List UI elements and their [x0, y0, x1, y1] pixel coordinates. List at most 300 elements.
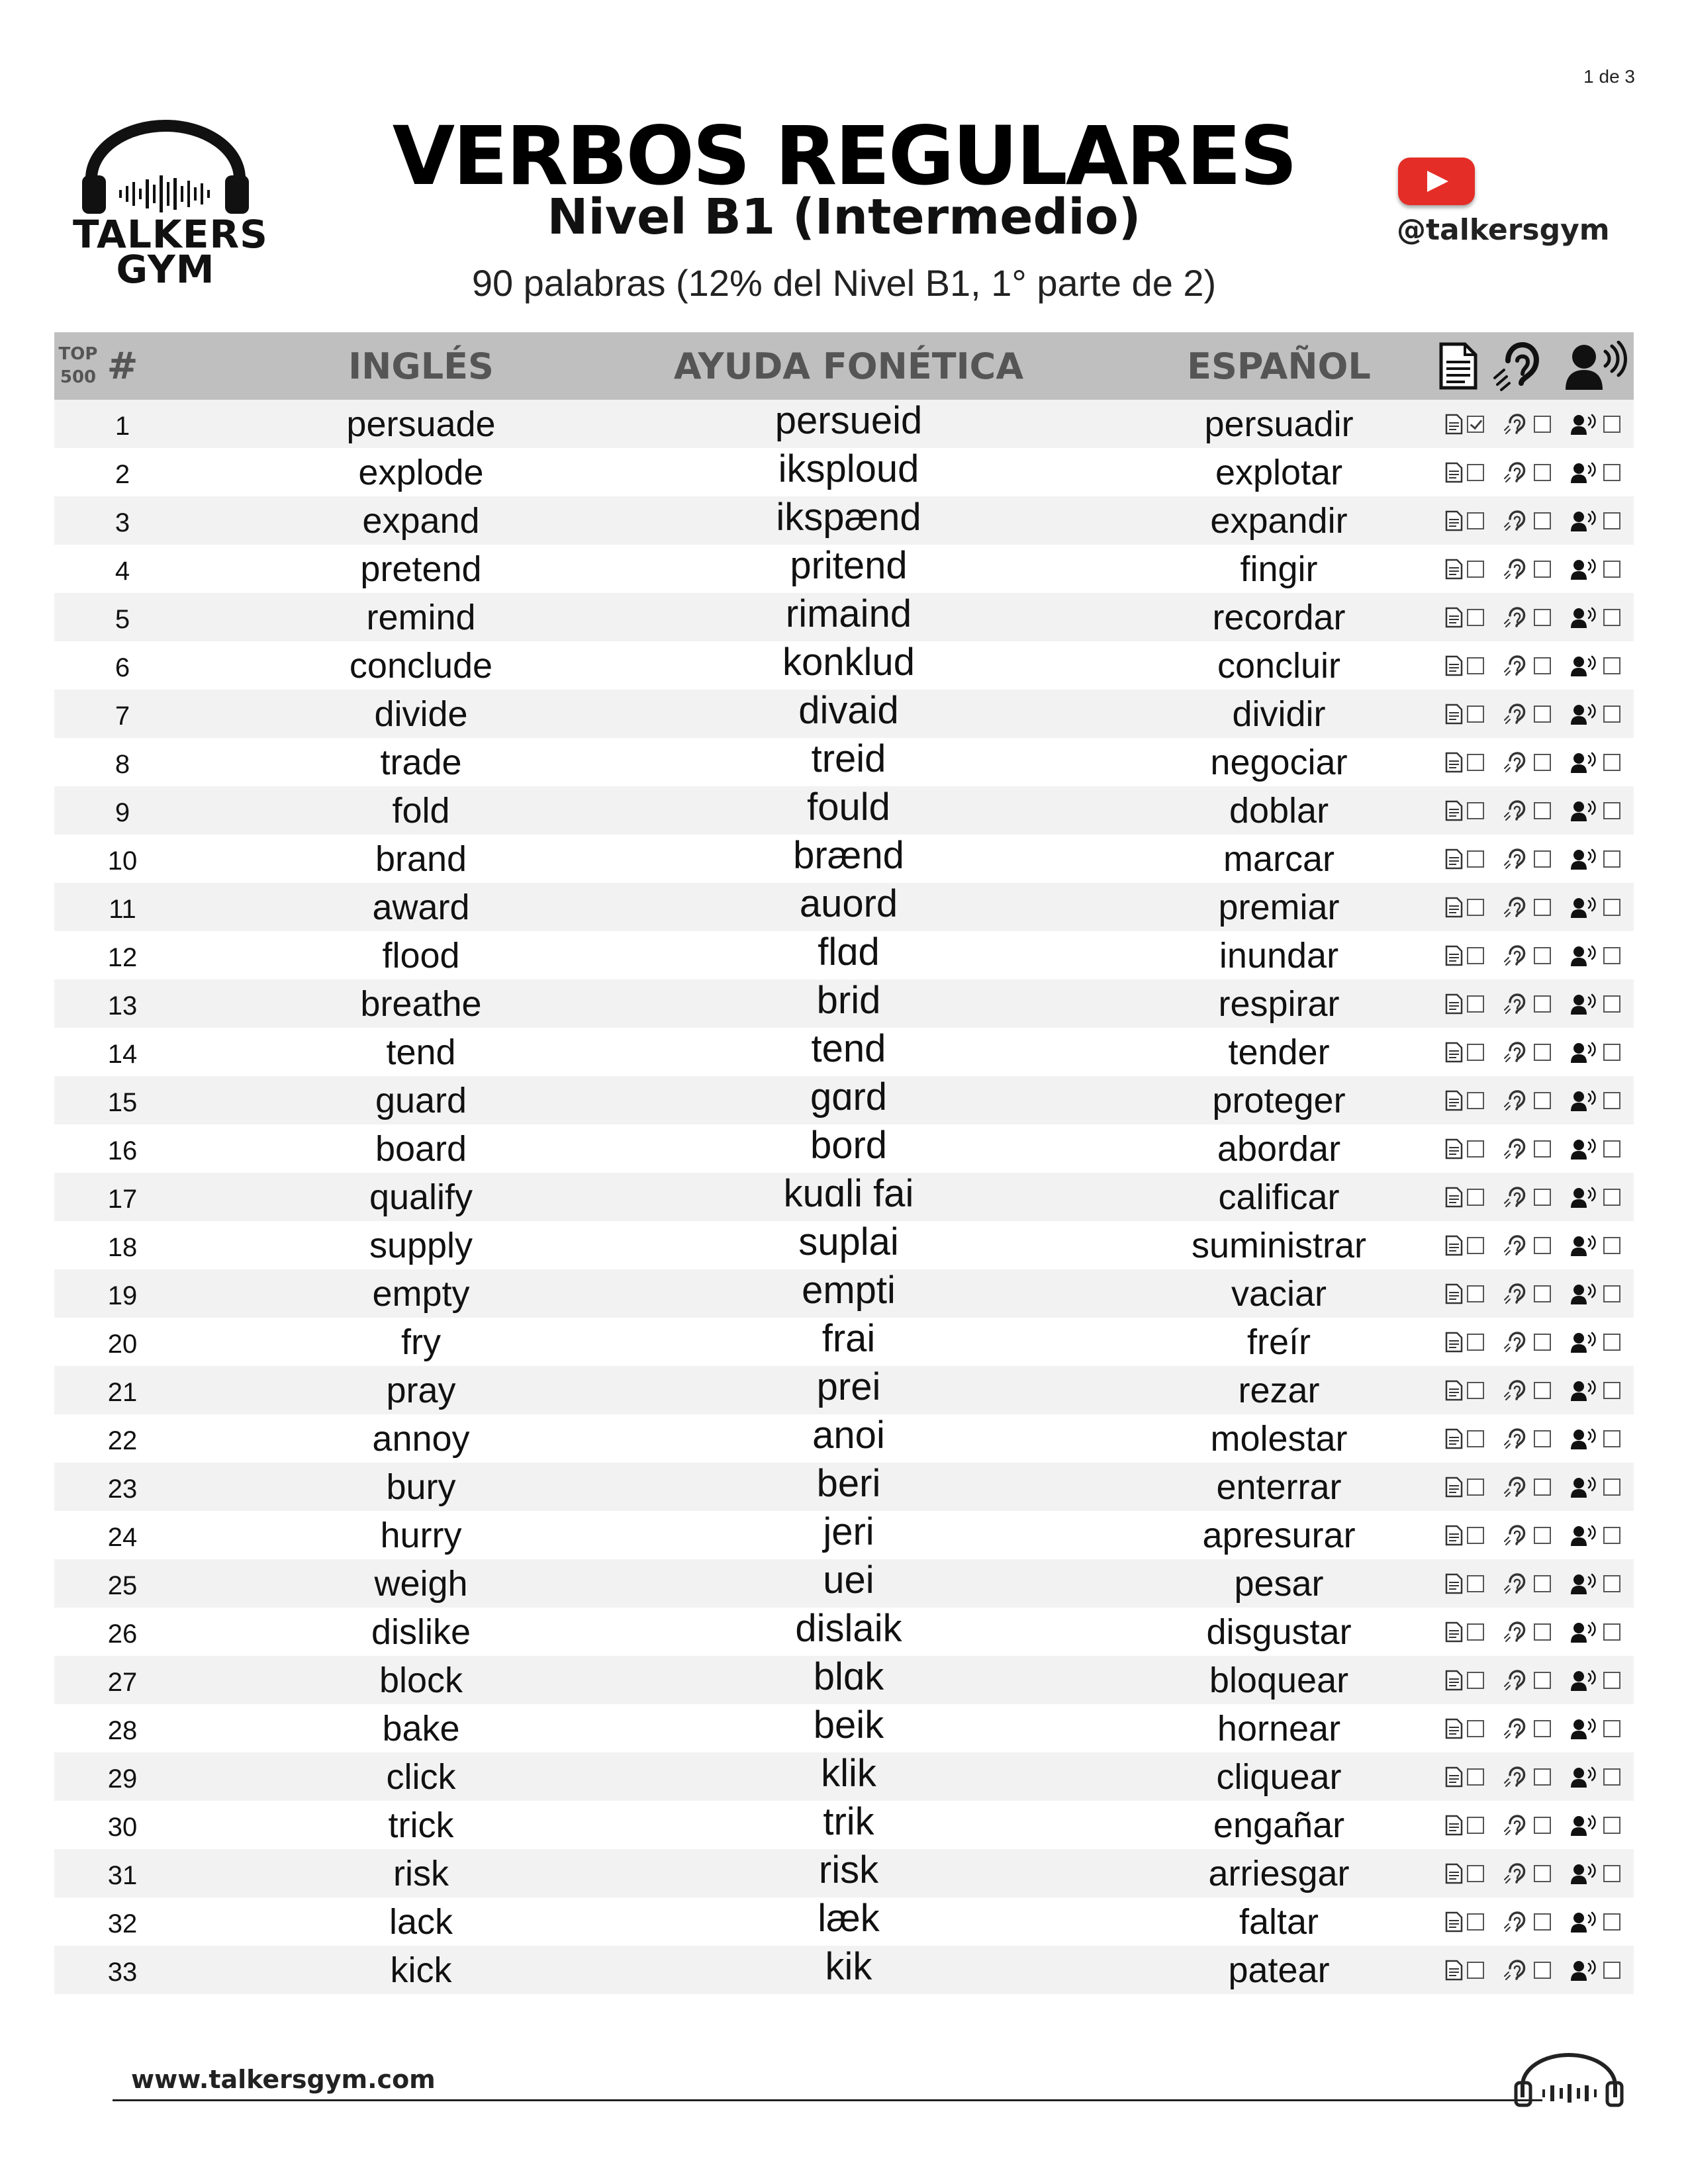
- read-checkbox[interactable]: [1467, 1672, 1484, 1689]
- document-icon: [1444, 1042, 1463, 1063]
- phonetic-help: anoi: [812, 1414, 885, 1457]
- row-number: 15: [107, 1088, 138, 1117]
- speak-checkbox[interactable]: [1603, 1430, 1620, 1447]
- read-checkbox[interactable]: [1467, 561, 1484, 578]
- speak-checkbox[interactable]: [1603, 1285, 1620, 1302]
- phonetic-help: klik: [821, 1752, 876, 1795]
- speak-checkbox[interactable]: [1603, 1382, 1620, 1399]
- practice-checkboxes: [1431, 1511, 1634, 1559]
- speaking-person-icon: [1570, 896, 1599, 919]
- speak-checkbox[interactable]: [1603, 802, 1620, 819]
- speak-checkbox[interactable]: [1603, 947, 1620, 964]
- ear-icon: [1503, 413, 1530, 435]
- read-check: [1444, 1670, 1484, 1691]
- table-row: [54, 835, 1634, 883]
- listen-check: [1503, 1234, 1551, 1257]
- speak-checkbox[interactable]: [1603, 1672, 1620, 1689]
- footer-logo: [1509, 2048, 1628, 2111]
- read-checkbox[interactable]: [1467, 1913, 1484, 1931]
- listen-checkbox[interactable]: [1534, 1623, 1551, 1641]
- ear-icon: [1503, 1524, 1530, 1547]
- phonetic-help: bord: [810, 1124, 888, 1167]
- speaking-person-icon: [1570, 1089, 1599, 1112]
- read-check: [1444, 1718, 1484, 1739]
- ear-icon: [1503, 1766, 1530, 1788]
- phonetic-help: empti: [802, 1269, 896, 1312]
- english-word: guard: [375, 1080, 467, 1120]
- row-number: 13: [107, 991, 138, 1021]
- social-handle[interactable]: @talkersgym: [1397, 213, 1610, 247]
- read-checkbox[interactable]: [1467, 850, 1484, 868]
- speaking-person-icon: [1570, 1379, 1599, 1402]
- table-row: [54, 1752, 1634, 1801]
- row-number: 28: [107, 1716, 138, 1745]
- speak-check: [1570, 1766, 1620, 1788]
- speak-checkbox[interactable]: [1603, 1865, 1620, 1882]
- listen-checkbox[interactable]: [1534, 1140, 1551, 1158]
- document-icon: [1444, 1283, 1463, 1304]
- english-word: breathe: [360, 983, 482, 1024]
- speaking-person-icon: [1570, 461, 1599, 484]
- row-number: 27: [107, 1668, 138, 1697]
- listen-checkbox[interactable]: [1534, 1479, 1551, 1496]
- practice-checkboxes: [1431, 786, 1634, 835]
- speaking-person-icon: [1570, 944, 1599, 967]
- speak-checkbox[interactable]: [1603, 1962, 1620, 1979]
- speak-checkbox[interactable]: [1603, 1237, 1620, 1254]
- speak-check: [1570, 1186, 1620, 1208]
- read-check: [1444, 1235, 1484, 1256]
- spanish-word: vaciar: [1231, 1273, 1327, 1314]
- read-check: [1444, 1477, 1484, 1498]
- read-checkbox[interactable]: [1467, 416, 1484, 433]
- document-icon: [1444, 1090, 1463, 1111]
- phonetic-help: blɑk: [813, 1655, 884, 1698]
- speak-check: [1570, 799, 1620, 822]
- english-word: pretend: [360, 549, 482, 589]
- read-checkbox[interactable]: [1467, 995, 1484, 1013]
- table-row: [54, 593, 1634, 641]
- speaking-person-icon: [1570, 1283, 1599, 1305]
- speak-checkbox[interactable]: [1603, 657, 1620, 674]
- document-icon: [1444, 510, 1463, 531]
- read-checkbox[interactable]: [1467, 754, 1484, 771]
- table-header: [54, 332, 1634, 400]
- document-icon: [1444, 1766, 1463, 1788]
- ear-icon: [1503, 1814, 1530, 1837]
- read-checkbox[interactable]: [1467, 1140, 1484, 1158]
- read-checkbox[interactable]: [1467, 1527, 1484, 1544]
- listen-check: [1503, 1089, 1551, 1112]
- ear-icon: [1503, 944, 1530, 967]
- table-row: [54, 1221, 1634, 1269]
- speak-check: [1570, 606, 1620, 629]
- english-word: click: [386, 1756, 456, 1797]
- word-count-caption: 90 palabras (12% del Nivel B1, 1° parte de 2): [471, 262, 1217, 304]
- phonetic-help: trik: [823, 1800, 874, 1843]
- document-icon: [1444, 897, 1463, 918]
- read-checkbox[interactable]: [1467, 1962, 1484, 1979]
- document-icon: [1444, 993, 1463, 1015]
- speaking-person-icon: [1570, 1814, 1599, 1837]
- table-row: [54, 1463, 1634, 1511]
- speak-check: [1570, 413, 1620, 435]
- spanish-word: explotar: [1215, 452, 1343, 492]
- listen-checkbox[interactable]: [1534, 1430, 1551, 1447]
- speak-checkbox[interactable]: [1603, 609, 1620, 626]
- listen-checkbox[interactable]: [1534, 561, 1551, 578]
- listen-checkbox[interactable]: [1534, 657, 1551, 674]
- speaking-person-icon: [1570, 799, 1599, 822]
- speak-check: [1570, 1717, 1620, 1740]
- listen-checkbox[interactable]: [1534, 899, 1551, 916]
- table-row: [54, 1559, 1634, 1608]
- document-icon: [1444, 1573, 1463, 1594]
- english-word: pray: [386, 1370, 456, 1410]
- listen-checkbox[interactable]: [1534, 1672, 1551, 1689]
- speaking-person-icon: [1570, 1669, 1599, 1692]
- speak-checkbox[interactable]: [1603, 1575, 1620, 1592]
- table-body: [54, 400, 1634, 1994]
- spanish-word: apresurar: [1202, 1515, 1356, 1555]
- listen-check: [1503, 510, 1551, 532]
- speak-check: [1570, 1283, 1620, 1305]
- speak-checkbox[interactable]: [1603, 1044, 1620, 1061]
- spanish-word: cliquear: [1216, 1756, 1342, 1797]
- read-check: [1444, 1621, 1484, 1643]
- speaking-person-icon: [1570, 1234, 1599, 1257]
- speak-check: [1570, 1379, 1620, 1402]
- read-checkbox[interactable]: [1467, 1430, 1484, 1447]
- speaking-person-icon: [1570, 1572, 1599, 1595]
- read-check: [1444, 1428, 1484, 1449]
- read-checkbox[interactable]: [1467, 1865, 1484, 1882]
- speak-check: [1570, 703, 1620, 725]
- read-check: [1444, 752, 1484, 773]
- table-row: [54, 1608, 1634, 1656]
- listen-checkbox[interactable]: [1534, 416, 1551, 433]
- read-check: [1444, 1573, 1484, 1594]
- speak-checkbox[interactable]: [1603, 705, 1620, 723]
- spanish-word: dividir: [1232, 694, 1326, 734]
- speak-check: [1570, 1234, 1620, 1257]
- speak-checkbox[interactable]: [1603, 464, 1620, 481]
- document-icon: [1444, 945, 1463, 966]
- listen-checkbox[interactable]: [1534, 1527, 1551, 1544]
- document-icon: [1444, 655, 1463, 676]
- speak-check: [1570, 558, 1620, 580]
- spanish-word: doblar: [1229, 790, 1329, 831]
- read-check: [1444, 1090, 1484, 1111]
- listen-check: [1503, 1572, 1551, 1595]
- listen-check: [1503, 1379, 1551, 1402]
- speaking-person-icon: [1564, 341, 1628, 391]
- row-number: 32: [107, 1909, 138, 1938]
- listen-checkbox[interactable]: [1534, 1285, 1551, 1302]
- document-icon: [1444, 848, 1463, 870]
- read-checkbox[interactable]: [1467, 512, 1484, 529]
- listen-check: [1503, 1814, 1551, 1837]
- speak-checkbox[interactable]: [1603, 1720, 1620, 1737]
- read-checkbox[interactable]: [1467, 1285, 1484, 1302]
- listen-check: [1503, 1959, 1551, 1981]
- phonetic-help: gɑrd: [810, 1075, 888, 1118]
- listen-checkbox[interactable]: [1534, 512, 1551, 529]
- practice-checkboxes: [1431, 1559, 1634, 1608]
- listen-check: [1503, 606, 1551, 629]
- row-number: 30: [107, 1813, 138, 1842]
- table-row: [54, 545, 1634, 593]
- phonetic-help: iksploud: [778, 447, 919, 490]
- speak-checkbox[interactable]: [1603, 995, 1620, 1013]
- read-checkbox[interactable]: [1467, 1044, 1484, 1061]
- speak-checkbox[interactable]: [1603, 1768, 1620, 1786]
- ear-icon: [1503, 1476, 1530, 1498]
- spanish-word: pesar: [1234, 1563, 1324, 1604]
- english-word: dislike: [371, 1612, 471, 1652]
- practice-checkboxes: [1431, 641, 1634, 690]
- listen-checkbox[interactable]: [1534, 1237, 1551, 1254]
- listen-checkbox[interactable]: [1534, 1768, 1551, 1786]
- row-number: 3: [115, 508, 130, 537]
- listen-checkbox[interactable]: [1534, 1720, 1551, 1737]
- practice-checkboxes: [1431, 593, 1634, 641]
- speak-check: [1570, 1041, 1620, 1064]
- listen-check: [1503, 1669, 1551, 1692]
- ear-icon: [1503, 1862, 1530, 1885]
- read-checkbox[interactable]: [1467, 609, 1484, 626]
- table-row: [54, 1946, 1634, 1994]
- practice-checkboxes: [1431, 400, 1634, 448]
- row-number: 6: [115, 653, 130, 682]
- listen-checkbox[interactable]: [1534, 1092, 1551, 1109]
- practice-checkboxes: [1431, 1318, 1634, 1366]
- listen-check: [1503, 1717, 1551, 1740]
- read-checkbox[interactable]: [1467, 1334, 1484, 1351]
- speak-check: [1570, 848, 1620, 870]
- table-row: [54, 1076, 1634, 1124]
- speak-checkbox[interactable]: [1603, 1817, 1620, 1834]
- footer-url[interactable]: www.talkersgym.com: [131, 2065, 436, 2094]
- ear-icon: [1503, 1621, 1530, 1643]
- speaking-person-icon: [1570, 703, 1599, 725]
- read-checkbox[interactable]: [1467, 947, 1484, 964]
- ear-icon: [1503, 799, 1530, 822]
- practice-checkboxes: [1431, 1752, 1634, 1801]
- listen-check: [1503, 1766, 1551, 1788]
- read-check: [1444, 1960, 1484, 1981]
- speaking-person-icon: [1570, 1041, 1599, 1064]
- ear-icon: [1503, 1138, 1530, 1160]
- ear-icon: [1503, 848, 1530, 870]
- row-number: 16: [107, 1136, 138, 1165]
- speak-check: [1570, 896, 1620, 919]
- read-check: [1444, 897, 1484, 918]
- english-word: fold: [392, 790, 450, 831]
- listen-checkbox[interactable]: [1534, 1817, 1551, 1834]
- practice-checkboxes: [1431, 1221, 1634, 1269]
- youtube-icon[interactable]: [1398, 158, 1475, 205]
- practice-checkboxes: [1431, 496, 1634, 545]
- read-checkbox[interactable]: [1467, 1575, 1484, 1592]
- row-number: 26: [107, 1619, 138, 1649]
- ear-icon: [1503, 1669, 1530, 1692]
- read-checkbox[interactable]: [1467, 1768, 1484, 1786]
- read-check: [1444, 1766, 1484, 1788]
- speak-check: [1570, 510, 1620, 532]
- listen-checkbox[interactable]: [1534, 850, 1551, 868]
- read-checkbox[interactable]: [1467, 1623, 1484, 1641]
- table-row: [54, 448, 1634, 496]
- speak-checkbox[interactable]: [1603, 754, 1620, 771]
- practice-checkboxes: [1431, 835, 1634, 883]
- spanish-word: inundar: [1219, 935, 1339, 976]
- table-row: [54, 1511, 1634, 1559]
- listen-checkbox[interactable]: [1534, 1382, 1551, 1399]
- speaking-person-icon: [1570, 1862, 1599, 1885]
- speak-check: [1570, 1572, 1620, 1595]
- speak-check: [1570, 751, 1620, 774]
- row-number: 22: [107, 1426, 138, 1455]
- read-check: [1444, 800, 1484, 821]
- listen-checkbox[interactable]: [1534, 1962, 1551, 1979]
- english-word: persuade: [346, 404, 496, 444]
- document-icon: [1444, 1332, 1463, 1353]
- row-number: 24: [107, 1523, 138, 1552]
- listen-checkbox[interactable]: [1534, 705, 1551, 723]
- table-row: [54, 786, 1634, 835]
- read-checkbox[interactable]: [1467, 1092, 1484, 1109]
- spanish-word: negociar: [1210, 742, 1348, 782]
- phonetic-help: læk: [818, 1897, 880, 1940]
- speak-checkbox[interactable]: [1603, 850, 1620, 868]
- read-checkbox[interactable]: [1467, 464, 1484, 481]
- ear-icon: [1503, 461, 1530, 484]
- speak-check: [1570, 1476, 1620, 1498]
- speak-check: [1570, 1862, 1620, 1885]
- speak-check: [1570, 1524, 1620, 1547]
- phonetic-help: risk: [818, 1848, 879, 1891]
- read-checkbox[interactable]: [1467, 1479, 1484, 1496]
- phonetic-help: kik: [825, 1945, 872, 1988]
- table-row: [54, 1801, 1634, 1849]
- listen-checkbox[interactable]: [1534, 947, 1551, 964]
- speak-checkbox[interactable]: [1603, 416, 1620, 433]
- ear-icon: [1503, 751, 1530, 774]
- read-check: [1444, 414, 1484, 435]
- table-row: [54, 883, 1634, 931]
- read-checkbox[interactable]: [1467, 1382, 1484, 1399]
- header-icons: [1431, 332, 1634, 400]
- speak-checkbox[interactable]: [1603, 1140, 1620, 1158]
- read-checkbox[interactable]: [1467, 899, 1484, 916]
- speak-check: [1570, 1138, 1620, 1160]
- header-number: #: [107, 344, 138, 388]
- speak-checkbox[interactable]: [1603, 1334, 1620, 1351]
- listen-checkbox[interactable]: [1534, 1044, 1551, 1061]
- document-icon: [1444, 559, 1463, 580]
- listen-checkbox[interactable]: [1534, 754, 1551, 771]
- listen-checkbox[interactable]: [1534, 1189, 1551, 1206]
- practice-checkboxes: [1431, 931, 1634, 979]
- listen-checkbox[interactable]: [1534, 464, 1551, 481]
- spanish-word: concluir: [1217, 645, 1341, 686]
- english-word: brand: [375, 839, 467, 879]
- read-checkbox[interactable]: [1467, 802, 1484, 819]
- listen-checkbox[interactable]: [1534, 1334, 1551, 1351]
- listen-check: [1503, 944, 1551, 967]
- speaking-person-icon: [1570, 1621, 1599, 1643]
- row-number: 17: [107, 1185, 138, 1214]
- row-number: 11: [109, 895, 136, 924]
- read-checkbox[interactable]: [1467, 1817, 1484, 1834]
- document-icon: [1444, 1863, 1463, 1884]
- listen-checkbox[interactable]: [1534, 1575, 1551, 1592]
- listen-check: [1503, 896, 1551, 919]
- speaking-person-icon: [1570, 751, 1599, 774]
- speaking-person-icon: [1570, 993, 1599, 1015]
- spanish-word: rezar: [1238, 1370, 1320, 1410]
- read-checkbox[interactable]: [1467, 1237, 1484, 1254]
- listen-check: [1503, 1428, 1551, 1450]
- read-checkbox[interactable]: [1467, 705, 1484, 723]
- document-icon: [1444, 1235, 1463, 1256]
- speak-checkbox[interactable]: [1603, 1913, 1620, 1931]
- row-number: 19: [107, 1281, 138, 1310]
- english-word: explode: [358, 452, 484, 492]
- listen-checkbox[interactable]: [1534, 995, 1551, 1013]
- document-icon: [1444, 752, 1463, 773]
- speak-checkbox[interactable]: [1603, 561, 1620, 578]
- table-row: [54, 1897, 1634, 1946]
- listen-checkbox[interactable]: [1534, 609, 1551, 626]
- table-row: [54, 738, 1634, 786]
- listen-checkbox[interactable]: [1534, 802, 1551, 819]
- header-500-label: 500: [60, 367, 97, 387]
- speak-checkbox[interactable]: [1603, 1527, 1620, 1544]
- listen-checkbox[interactable]: [1534, 1865, 1551, 1882]
- read-checkbox[interactable]: [1467, 657, 1484, 674]
- table-row: [54, 1704, 1634, 1752]
- practice-checkboxes: [1431, 979, 1634, 1028]
- speak-checkbox[interactable]: [1603, 512, 1620, 529]
- speak-checkbox[interactable]: [1603, 1479, 1620, 1496]
- headphones-logo-icon: [1509, 2048, 1628, 2108]
- speak-check: [1570, 1089, 1620, 1112]
- speak-checkbox[interactable]: [1603, 899, 1620, 916]
- table-row: [54, 1028, 1634, 1076]
- page-title: VERBOS REGULARES: [392, 109, 1296, 203]
- speak-checkbox[interactable]: [1603, 1092, 1620, 1109]
- practice-checkboxes: [1431, 1849, 1634, 1897]
- ear-icon: [1503, 993, 1530, 1015]
- row-number: 1: [115, 412, 130, 441]
- practice-checkboxes: [1431, 883, 1634, 931]
- read-checkbox[interactable]: [1467, 1189, 1484, 1206]
- spanish-word: enterrar: [1216, 1467, 1342, 1507]
- row-number: 14: [107, 1040, 138, 1069]
- phonetic-help: brænd: [793, 834, 904, 877]
- speak-check: [1570, 655, 1620, 677]
- phonetic-help: prei: [816, 1365, 881, 1408]
- read-checkbox[interactable]: [1467, 1720, 1484, 1737]
- speak-checkbox[interactable]: [1603, 1623, 1620, 1641]
- spanish-word: patear: [1228, 1950, 1330, 1990]
- ear-icon: [1503, 1283, 1530, 1305]
- speak-checkbox[interactable]: [1603, 1189, 1620, 1206]
- listen-checkbox[interactable]: [1534, 1913, 1551, 1931]
- table-row: [54, 979, 1634, 1028]
